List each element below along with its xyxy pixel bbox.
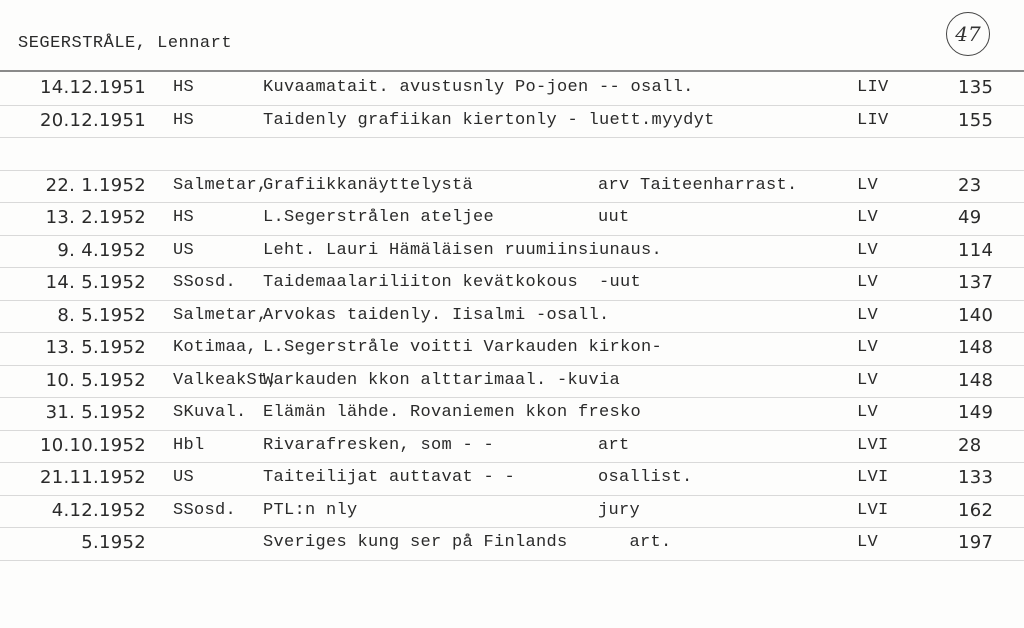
entry-page: 135 (958, 77, 994, 98)
entry-page: 137 (958, 272, 994, 293)
entry-row (0, 137, 1024, 169)
entry-volume: LV (857, 403, 879, 422)
entry-volume: LV (857, 370, 879, 390)
entry-description: Taiteilijat auttavat - - (263, 468, 516, 487)
entry-source: HS (173, 78, 195, 97)
entry-volume: LV (857, 240, 879, 260)
entry-description: Sveriges kung ser på Finlands (263, 533, 568, 552)
entry-description: Kuvaamatait. avustusnly Po-joen -- osall. (263, 78, 694, 97)
entry-volume: LVI (857, 500, 889, 520)
entry-source: Hbl (173, 435, 205, 455)
card-number-circle: 47 (946, 12, 990, 56)
entry-date: 20.12.1951 (39, 109, 146, 131)
entry-date: 4.12.1952 (51, 499, 146, 521)
entry-row (0, 430, 1024, 462)
entry-note: uut (598, 208, 630, 227)
entry-page: 148 (958, 337, 994, 358)
entry-volume: LVI (857, 468, 889, 487)
row-rule (0, 560, 1024, 561)
entry-page: 197 (958, 532, 994, 553)
entry-volume: LV (857, 273, 879, 292)
entry-page: 114 (958, 239, 994, 261)
entry-date: 21.11.1952 (39, 467, 146, 488)
entry-description: Taidemaalariliiton kevätkokous -uut (263, 273, 642, 292)
entry-date: 14.12.1951 (39, 77, 146, 98)
entry-date: 10.10.1952 (39, 434, 146, 456)
entry-row (0, 105, 1024, 137)
entry-page: 148 (958, 369, 994, 391)
entry-description: L.Segerstrålen ateljee (263, 208, 495, 227)
entry-description: Elämän lähde. Rovaniemen kkon fresko (263, 403, 642, 422)
entry-date: 13. 2.1952 (45, 207, 146, 228)
entry-description: Arvokas taidenly. Iisalmi -osall. (263, 305, 610, 325)
entry-date: 13. 5.1952 (45, 337, 146, 358)
entry-page: 155 (958, 109, 994, 131)
entry-date: 8. 5.1952 (57, 304, 146, 326)
entry-date: 31. 5.1952 (45, 402, 146, 423)
entry-description: Leht. Lauri Hämäläisen ruumiinsiunaus. (263, 240, 663, 260)
entry-date: 10. 5.1952 (45, 369, 146, 391)
entry-date: 22. 1.1952 (45, 174, 146, 196)
entry-row (0, 365, 1024, 397)
entry-row (0, 527, 1024, 559)
entry-note: art (598, 435, 630, 455)
entry-page: 133 (958, 467, 994, 488)
entry-description: Taidenly grafiikan kiertonly - luett.myydyt (263, 110, 715, 130)
entry-source: US (173, 240, 195, 260)
entry-volume: LV (857, 208, 879, 227)
entry-row (0, 267, 1024, 299)
entry-description: Rivarafresken, som - - (263, 435, 495, 455)
entry-volume: LV (857, 175, 879, 195)
entry-source: Salmetar, (173, 175, 268, 195)
entry-row (0, 462, 1024, 494)
entry-volume: LIV (857, 78, 889, 97)
entry-row (0, 202, 1024, 234)
entry-date: 5.1952 (81, 532, 146, 553)
entry-note: osallist. (598, 468, 693, 487)
entry-description: PTL:n nly (263, 500, 358, 520)
entry-description: L.Segerstråle voitti Varkauden kirkon- (263, 338, 663, 357)
entry-note: jury (598, 500, 641, 520)
entry-page: 49 (958, 207, 982, 228)
entry-note: arv Taiteenharrast. (598, 175, 798, 195)
entry-date: 14. 5.1952 (45, 272, 146, 293)
entry-volume: LV (857, 338, 879, 357)
entry-page: 140 (958, 304, 994, 326)
entry-date: 9. 4.1952 (57, 239, 146, 261)
entry-source: SSosd. (173, 273, 237, 292)
entry-page: 28 (958, 434, 982, 456)
entry-volume: LVI (857, 435, 889, 455)
entry-source: SKuval. (173, 403, 247, 422)
entry-source: SSosd. (173, 500, 237, 520)
entry-page: 149 (958, 402, 994, 423)
entry-note: art. (598, 533, 672, 552)
entry-row (0, 170, 1024, 202)
entry-row (0, 235, 1024, 267)
entry-volume: LIV (857, 110, 889, 130)
entry-page: 162 (958, 499, 994, 521)
entry-volume: LV (857, 305, 879, 325)
entry-row (0, 332, 1024, 364)
entry-row (0, 300, 1024, 332)
entry-source: Kotimaa, (173, 338, 258, 357)
entry-row (0, 495, 1024, 527)
entry-page: 23 (958, 174, 982, 196)
entry-source: Salmetar, (173, 305, 268, 325)
entry-description: Grafiikkanäyttelystä (263, 175, 474, 195)
entry-row (0, 397, 1024, 429)
entry-description: Warkauden kkon alttarimaal. -kuvia (263, 370, 621, 390)
card-title: SEGERSTRÅLE, Lennart (18, 34, 233, 53)
entry-volume: LV (857, 533, 879, 552)
entry-source: HS (173, 110, 195, 130)
entry-source: ValkeakSt, (173, 370, 279, 390)
entry-row (0, 72, 1024, 104)
entry-source: HS (173, 208, 195, 227)
entry-source: US (173, 468, 195, 487)
